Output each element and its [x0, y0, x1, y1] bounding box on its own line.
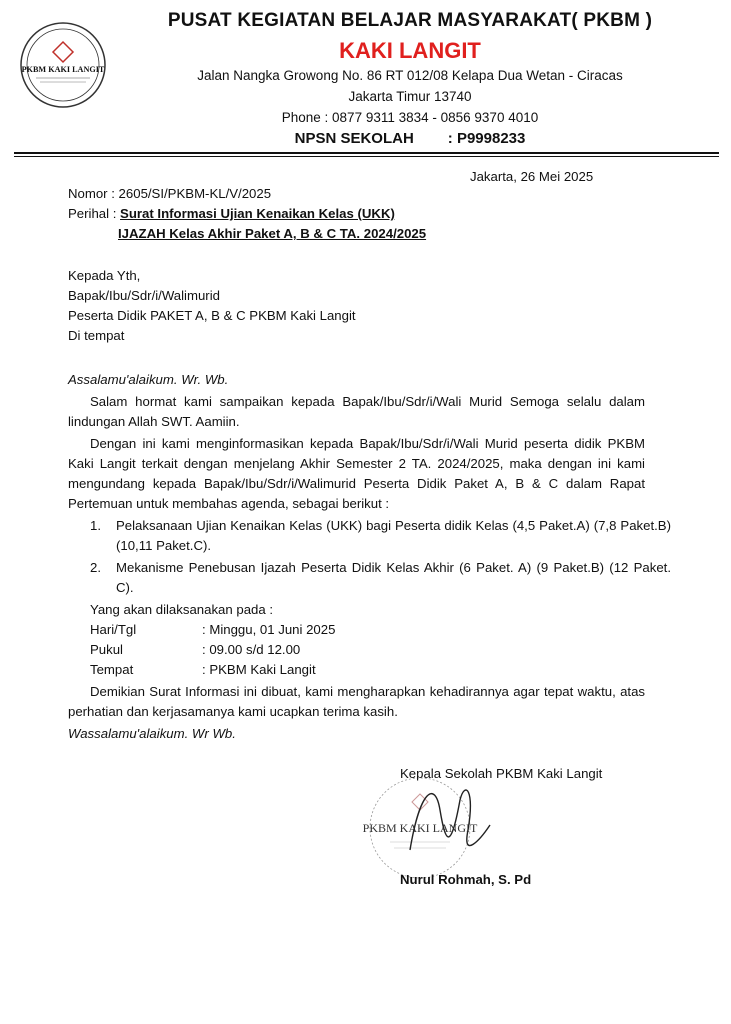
- npsn: [130, 130, 690, 147]
- schedule-label-place: Tempat: [90, 662, 134, 677]
- subject-line-2: IJAZAH Kelas Akhir Paket A, B & C TA. 2024/2025: [118, 226, 427, 241]
- schedule-value-day: : Minggu, 01 Juni 2025: [202, 622, 336, 637]
- agenda-item: [90, 516, 671, 556]
- agenda-text: Mekanisme Penebusan Ijazah Peserta Didik Kelas Akhir (6 Paket. A) (9 Paket.B) (12 Paket. C).: [116, 560, 671, 595]
- recipient-line-2: Peserta Didik PAKET A, B & C PKBM Kaki Langit: [68, 308, 356, 323]
- letter-number: Nomor : 2605/SI/PKBM-KL/V/2025: [68, 186, 272, 201]
- svg-text:PKBM KAKI LANGIT: PKBM KAKI LANGIT: [21, 65, 105, 74]
- recipient-line-3: Di tempat: [68, 328, 125, 343]
- svg-text:PKBM KAKI LANGIT: PKBM KAKI LANGIT: [362, 821, 478, 835]
- closing-greeting: Wassalamu'alaikum. Wr Wb.: [68, 726, 236, 741]
- agenda-item: [90, 558, 671, 598]
- salutation: Assalamu'alaikum. Wr. Wb.: [68, 372, 229, 387]
- schedule-intro: Yang akan dilaksanakan pada :: [90, 602, 274, 617]
- letter-subject: [68, 204, 395, 224]
- agenda-number: 2.: [90, 560, 101, 575]
- institution-title: PUSAT KEGIATAN BELAJAR MASYARAKAT( PKBM ): [167, 10, 653, 31]
- subject-line-1: Surat Informasi Ujian Kenaikan Kelas (UKK): [120, 206, 395, 221]
- schedule-label-time: Pukul: [90, 642, 123, 657]
- institution-name: KAKI LANGIT: [339, 38, 481, 63]
- addressee-heading: Kepada Yth,: [68, 268, 141, 283]
- school-stamp: [350, 770, 510, 880]
- signatory-title: Kepala Sekolah PKBM Kaki Langit: [400, 766, 603, 781]
- subject-label: Perihal :: [68, 206, 121, 221]
- agenda-number: 1.: [90, 518, 101, 533]
- agenda-text: Pelaksanaan Ujian Kenaikan Kelas (UKK) bagi Peserta didik Kelas (4,5 Paket.A) (7,8 Paket.B) (10,11 Paket.C).: [116, 518, 671, 553]
- phone-numbers: Phone : 0877 9311 3834 - 0856 9370 4010: [281, 110, 539, 125]
- recipient-line-1: Bapak/Ibu/Sdr/i/Walimurid: [68, 288, 220, 303]
- paragraph-closing: Demikian Surat Informasi ini dibuat, kami mengharapkan kehadirannya agar tepat waktu, atas perhatian dan kerjasamanya kami ucapkan terima kasih.: [68, 684, 645, 719]
- npsn-label: NPSN SEKOLAH: [294, 130, 414, 147]
- paragraph-greeting: Salam hormat kami sampaikan kepada Bapak/Ibu/Sdr/i/Wali Murid Semoga selalu dalam lindungan Allah SWT. Aamiin.: [68, 394, 645, 429]
- schedule-value-time: : 09.00 s/d 12.00: [202, 642, 301, 657]
- paragraph-invitation: Dengan ini kami menginformasikan kepada Bapak/Ibu/Sdr/i/Wali Murid peserta didik PKBM Kaki Langit terkait dengan menjelang Akhir Semester 2 TA. 2024/2025, maka dengan ini kami mengundang kepada Bapak/Ibu/Sdr/i/Walimurid Peserta Didik Paket A, B & C dalam Rapat Pertemuan untuk membahas agenda, sebagai berikut :: [68, 436, 645, 511]
- npsn-value: : P9998233: [447, 130, 526, 147]
- header-divider: [14, 152, 719, 154]
- signatory-name: Nurul Rohmah, S. Pd: [400, 872, 532, 887]
- address-line-1: Jalan Nangka Growong No. 86 RT 012/08 Kelapa Dua Wetan - Ciracas: [197, 68, 623, 83]
- schedule-label-day: Hari/Tgl: [90, 622, 137, 637]
- letter-date: Jakarta, 26 Mei 2025: [470, 169, 594, 184]
- school-logo: [18, 20, 108, 110]
- address-line-2: Jakarta Timur 13740: [348, 89, 472, 104]
- header-divider-thin: [14, 156, 719, 157]
- schedule-value-place: : PKBM Kaki Langit: [202, 662, 316, 677]
